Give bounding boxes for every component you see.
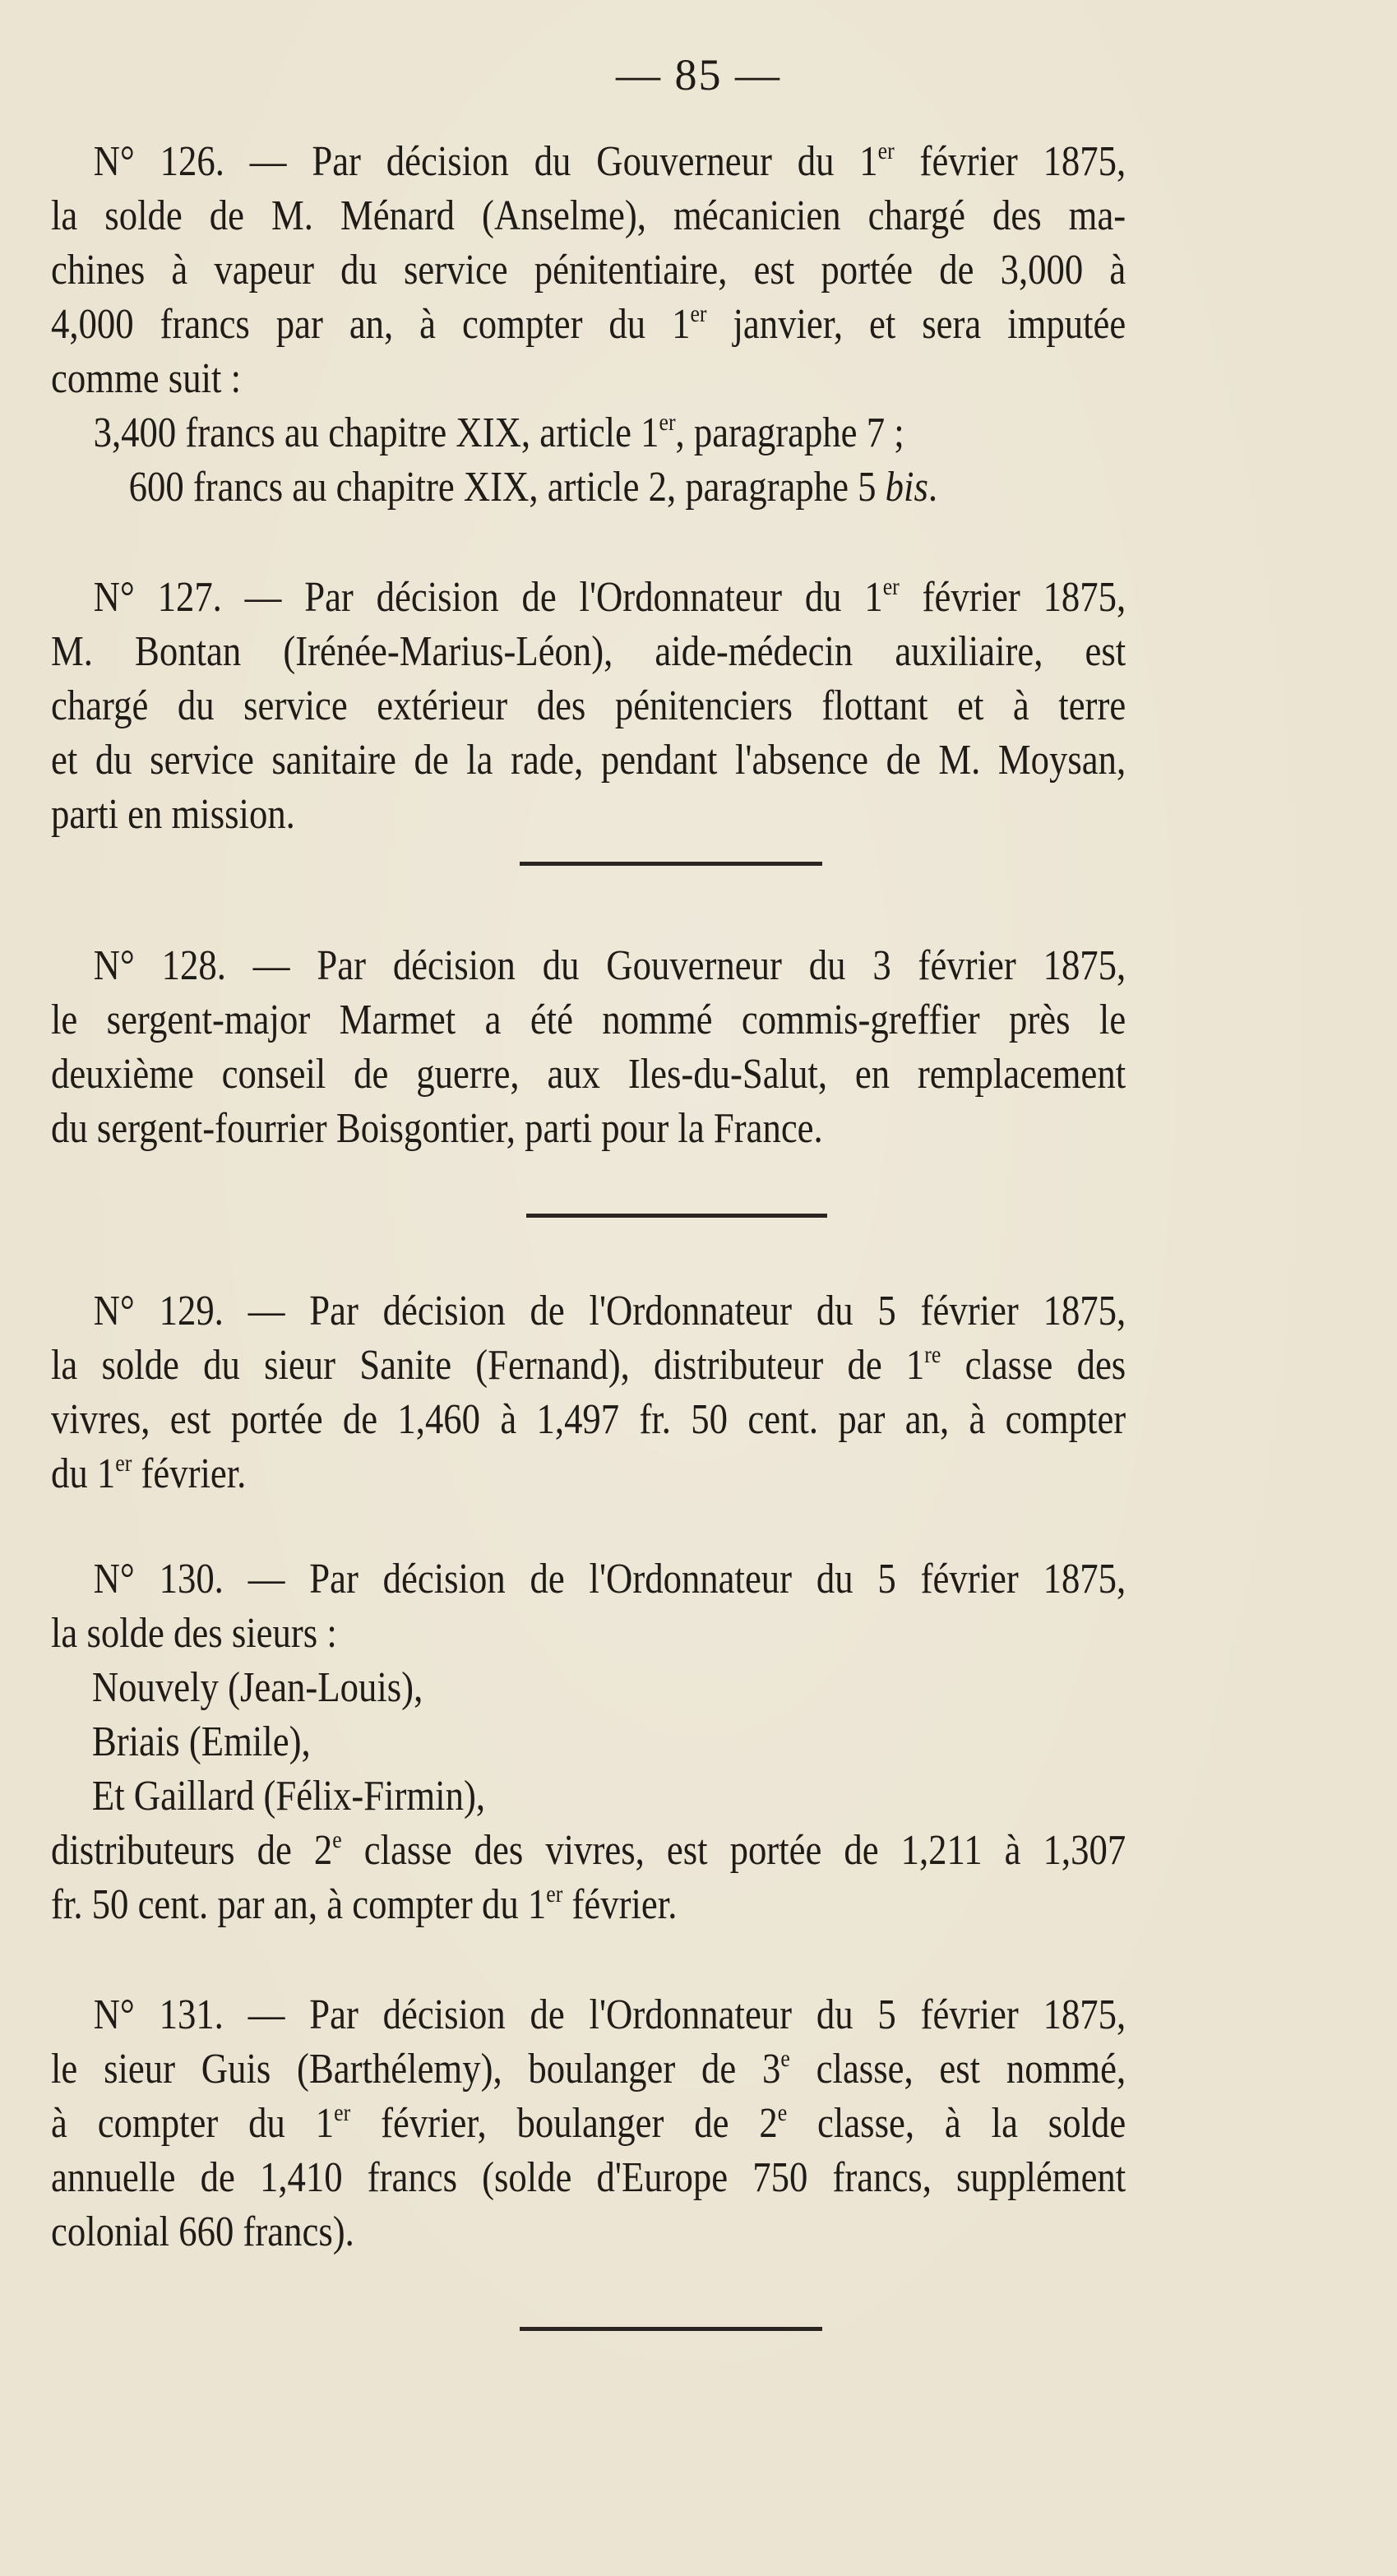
text-line: chargé du service extérieur des pénitenciers flottant et à terre bbox=[51, 682, 1126, 729]
text-line: 600 francs au chapitre XIX, article 2, paragraphe 5 bis. bbox=[128, 464, 938, 511]
entry-128 bbox=[51, 939, 1126, 1156]
text-line: annuelle de 1,410 francs (solde d'Europe 750 francs, supplément bbox=[51, 2154, 1126, 2201]
text-line: vivres, est portée de 1,460 à 1,497 fr. 50 cent. par an, à compter bbox=[51, 1396, 1126, 1443]
text-line: fr. 50 cent. par an, à compter du 1er février. bbox=[51, 1880, 678, 1928]
entry-127 bbox=[51, 571, 1126, 842]
text-line: distributeurs de 2e classe des vivres, est portée de 1,211 à 1,307 bbox=[51, 1826, 1126, 1874]
entry-131 bbox=[51, 1988, 1126, 2259]
text-line: N° 126. — Par décision du Gouverneur du 1er février 1875, bbox=[93, 137, 1126, 185]
text-line: du 1er février. bbox=[51, 1450, 247, 1497]
text-line: N° 130. — Par décision de l'Ordonnateur du 5 février 1875, bbox=[93, 1556, 1126, 1602]
text-line: N° 129. — Par décision de l'Ordonnateur du 5 février 1875, bbox=[93, 1288, 1126, 1334]
text-line: N° 131. — Par décision de l'Ordonnateur du 5 février 1875, bbox=[93, 1991, 1126, 2038]
text-line: Nouvely (Jean-Louis), bbox=[91, 1664, 423, 1711]
entry-126 bbox=[51, 135, 1126, 515]
text-line: Briais (Emile), bbox=[91, 1718, 311, 1765]
text-line: Et Gaillard (Félix-Firmin), bbox=[91, 1773, 486, 1820]
text-line: le sieur Guis (Barthélemy), boulanger de 3e classe, est nommé, bbox=[51, 2045, 1126, 2093]
text-line: colonial 660 francs). bbox=[51, 2208, 354, 2255]
text-line: du sergent-fourrier Boisgontier, parti pour la France. bbox=[51, 1105, 823, 1152]
text-line: deuxième conseil de guerre, aux Iles-du-Salut, en remplacement bbox=[51, 1051, 1126, 1098]
text-line: le sergent-major Marmet a été nommé commis-greffier près le bbox=[51, 997, 1126, 1043]
text-line: N° 127. — Par décision de l'Ordonnateur du 1er février 1875, bbox=[93, 573, 1126, 621]
text-line: parti en mission. bbox=[51, 791, 295, 838]
text-line: chines à vapeur du service pénitentiaire, est portée de 3,000 à bbox=[51, 247, 1126, 294]
text-line: la solde des sieurs : bbox=[51, 1610, 337, 1657]
separator-rule bbox=[520, 2327, 822, 2331]
text-line: 3,400 francs au chapitre XIX, article 1er, paragraphe 7 ; bbox=[93, 409, 904, 456]
text-line: la solde de M. Ménard (Anselme), mécanicien chargé des ma- bbox=[51, 192, 1126, 239]
page-number: — 85 — bbox=[616, 50, 781, 99]
text-line: 4,000 francs par an, à compter du 1er janvier, et sera imputée bbox=[51, 300, 1126, 348]
separator-rule bbox=[520, 862, 822, 866]
text-line: à compter du 1er février, boulanger de 2e classe, à la solde bbox=[51, 2099, 1126, 2147]
entry-130 bbox=[51, 1552, 1126, 1932]
text-line: et du service sanitaire de la rade, pendant l'absence de M. Moysan, bbox=[51, 737, 1126, 784]
text-line: comme suit : bbox=[51, 355, 242, 402]
text-line: N° 128. — Par décision du Gouverneur du 3 février 1875, bbox=[93, 942, 1126, 989]
text-line: M. Bontan (Irénée-Marius-Léon), aide-médecin auxiliaire, est bbox=[51, 628, 1126, 675]
text-line: la solde du sieur Sanite (Fernand), distributeur de 1re classe des bbox=[51, 1341, 1126, 1389]
entry-129 bbox=[51, 1284, 1126, 1501]
separator-rule bbox=[526, 1214, 827, 1218]
